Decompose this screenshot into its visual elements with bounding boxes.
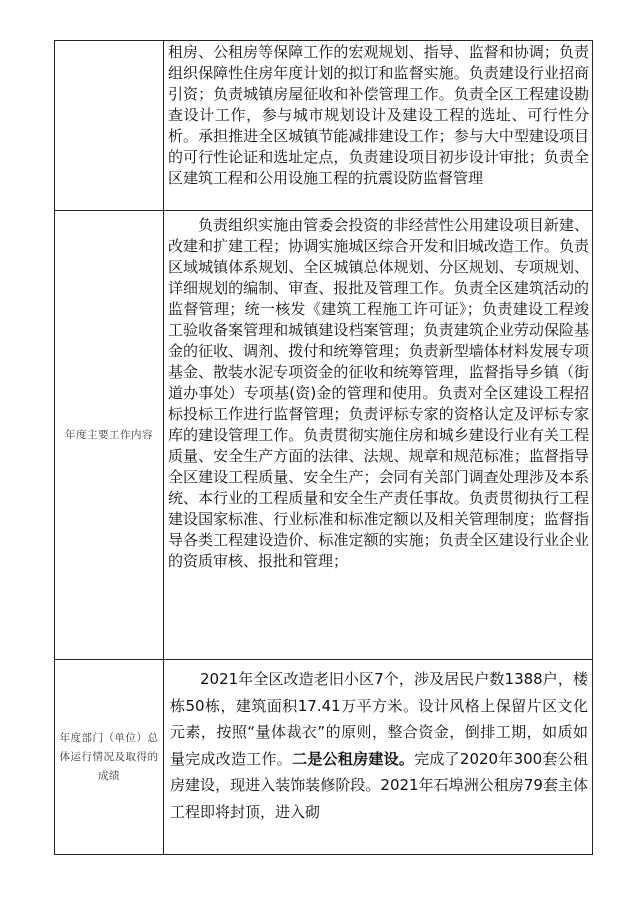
row-label-empty [55, 41, 164, 211]
document-page [54, 40, 589, 858]
table-row-responsibilities-continued [55, 41, 593, 211]
annual-work-text: 负责组织实施由管委会投资的非经营性公用建设项目新建、改建和扩建工程；协调实施城区综合开发和旧城改造工作。负责区域城镇体系规划、全区城镇总体规划、分区规划、专项规划、详细规划的编制、审查、报批及管理工作。负责全区建筑活动的监督管理；统一核发《建筑工程施工许可证》；负责建设工程竣工验收备案管理和城镇建设档案管理；负责建筑企业劳动保险基金的征收、调剂、拨付和统筹管理；负责新型墙体材料发展专项基金、散装水泥专项资金的征收和统筹管理，监督指导乡镇（街道办事处）专项基(资)金的管理和使用。负责对全区建设工程招标投标工作进行监督管理；负责评标专家的资格认定及评标专家库的建设管理工作。负责贯彻实施住房和城乡建设行业有关工程质量、安全生产方面的法律、法规、规章和规范标准；监督指导全区建设工程质量、安全生产；会同有关部门调查处理涉及本系统、本行业的工程质量和安全生产责任事故。负责贯彻执行工程建设国家标准、行业标准和标准定额以及相关管理制度；监督指导各类工程建设造价、标准定额的实施；负责全区建设行业企业的资质审核、报批和管理； [168, 216, 589, 570]
performance-text-part2: 完成了2020年300套公租房建设，现进入装饰装修阶段。2021年石埠洲公租房79套主体工程即将封顶，进入砌 [170, 749, 588, 821]
row-label-overall-performance: 年度部门（单位）总体运行情况及取得的成绩 [55, 660, 164, 855]
performance-heading-public-rental: 二是公租房建设。 [292, 749, 415, 768]
work-report-table [54, 40, 593, 855]
overall-performance-cell [164, 660, 593, 855]
table-row-annual-work [55, 211, 593, 660]
row-label-annual-work: 年度主要工作内容 [55, 211, 164, 660]
overall-performance-text [164, 660, 592, 825]
annual-work-cell [164, 211, 593, 660]
table-row-overall-performance [55, 660, 593, 855]
responsibilities-text: 租房、公租房等保障工作的宏观规划、指导、监督和协调；负责组织保障性住房年度计划的拟订和监督实施。负责建设行业招商引资；负责城镇房屋征收和补偿管理工作。负责全区工程建设勘查设计工作，参与城市规划设计及建设工程的选址、可行性分析。承担推进全区城镇节能减排建设工作；参与大中型建设项目的可行性论证和选址定点，负责建设项目初步设计审批；负责全区建筑工程和公用设施工程的抗震设防监督管理 [168, 43, 589, 187]
responsibilities-cell [164, 41, 593, 211]
performance-text-part1: 2021年全区改造老旧小区7个，涉及居民户数1388户，楼栋50栋，建筑面积17.41万平方米。设计风格上保留片区文化元素，按照“量体裁衣”的原则，整合资金，倒排工期，如质如量完成改造工作。 [170, 670, 588, 768]
